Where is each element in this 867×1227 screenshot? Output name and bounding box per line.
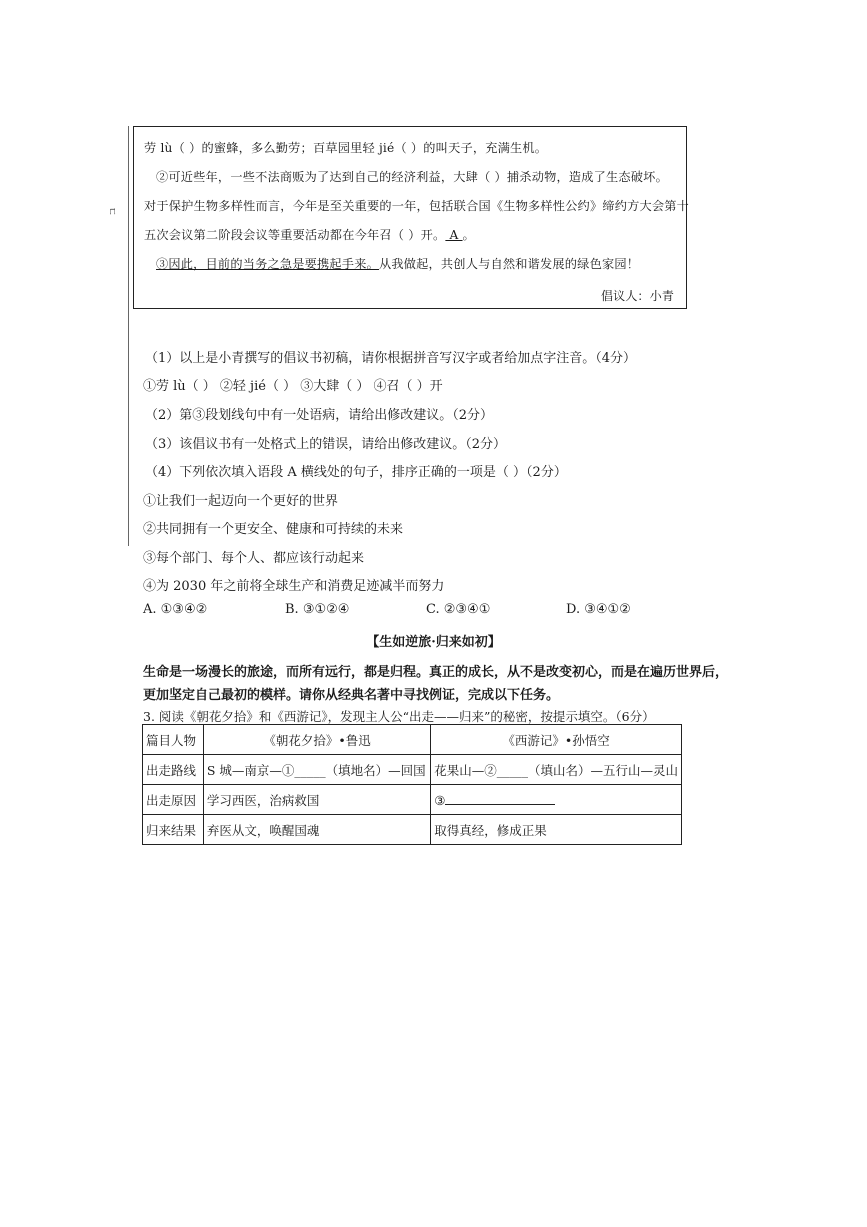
section-title: 【生如逆旅·归来如初】 xyxy=(366,635,501,650)
binding-line xyxy=(128,126,129,546)
question-2: （2）第③段划线句中有一处语病，请给出修改建议。（2分） xyxy=(145,408,494,423)
proposal-line-3: 对于保护生物多样性而言，今年是至关重要的一年，包括联合国《生物多样性公约》缔约方大会第十 xyxy=(144,199,690,213)
blank-a: A xyxy=(445,228,463,242)
table-cell[interactable]: S 城—南京—①_____（填地名）—回国 xyxy=(203,755,430,785)
proposal-line-4-end: 。 xyxy=(462,228,475,242)
table-cell[interactable]: 花果山—②_____（填山名）—五行山—灵山 xyxy=(431,755,682,785)
table-row xyxy=(143,755,682,785)
answer-choices xyxy=(143,602,663,620)
margin-mark: ㄷ xyxy=(105,206,117,217)
proposal-line-5 xyxy=(156,255,639,272)
table-cell: 学习西医，治病救国 xyxy=(203,785,430,815)
table-cell[interactable] xyxy=(431,785,682,815)
choice-c[interactable]: C. ②③④① xyxy=(426,602,491,617)
sentence-4: ④为 2030 年之前将全球生产和消费足迹减半而努力 xyxy=(143,579,445,594)
question-1: （1）以上是小青撰写的倡议书初稿，请你根据拼音写汉字或者给加点字注音。（4分） xyxy=(145,351,637,366)
choice-b[interactable]: B. ③①②④ xyxy=(285,602,350,617)
sentence-2: ②共同拥有一个更安全、健康和可持续的未来 xyxy=(143,522,404,537)
proposal-line-2: ②可近些年，一些不法商贩为了达到自己的经济利益，大肆（ ）捕杀动物，造成了生态破坏。 xyxy=(156,170,668,184)
underlined-sentence: ③因此，目前的当务之急是要携起手来。 xyxy=(156,257,379,271)
question-1-items: ①劳 lù（ ） ②轻 jié（ ） ③大肆（ ） ④召（ ）开 xyxy=(143,379,443,394)
table-row-label: 出走原因 xyxy=(143,785,204,815)
table-header-cell: 《朝花夕拾》•鲁迅 xyxy=(203,725,430,755)
table-row-label: 出走路线 xyxy=(143,755,204,785)
comparison-table xyxy=(142,724,682,845)
proposal-line-4-text: 五次会议第二阶段会议等重要活动都在今年召（ ）开。 xyxy=(144,228,446,242)
blank-3-label: ③ xyxy=(434,792,446,808)
task-3-prompt: 3. 阅读《朝花夕拾》和《西游记》，发现主人公“出走——归来”的秘密，按提示填空。（6分） xyxy=(143,709,655,724)
proposal-box xyxy=(133,126,690,309)
choice-d[interactable]: D. ③④①② xyxy=(566,602,631,617)
table-header-cell: 《西游记》•孙悟空 xyxy=(431,725,682,755)
proposal-line-5-rest: 从我做起，共创人与自然和谐发展的绿色家园！ xyxy=(378,257,640,271)
table-row-label: 归来结果 xyxy=(143,815,204,845)
table-cell: 取得真经，修成正果 xyxy=(431,815,682,845)
question-3: （3）该倡议书有一处格式上的错误，请给出修改建议。（2分） xyxy=(145,437,507,452)
choice-a[interactable]: A. ①③④② xyxy=(143,602,208,617)
table-row xyxy=(143,785,682,815)
table-cell: 弃医从文，唤醒国魂 xyxy=(203,815,430,845)
signature: 倡议人：小青 xyxy=(600,289,674,303)
sentence-3: ③每个部门、每个人、都应该行动起来 xyxy=(143,551,365,566)
proposal-line-1: 劳 lù（ ）的蜜蜂，多么勤劳；百草园里轻 jié（ ）的叫天子，充满生机。 xyxy=(144,141,548,155)
blank-3-line[interactable] xyxy=(445,792,555,805)
section-intro-2: 更加坚定自己最初的模样。请你从经典名著中寻找例证，完成以下任务。 xyxy=(143,688,560,703)
table-row xyxy=(143,815,682,845)
table-header-cell: 篇目人物 xyxy=(143,725,204,755)
proposal-line-4 xyxy=(144,226,475,243)
section-intro-1: 生命是一场漫长的旅途，而所有远行，都是归程。真正的成长，从不是改变初心，而是在遍历世界后， xyxy=(143,665,729,680)
question-4: （4）下列依次填入语段 A 横线处的句子，排序正确的一项是（ ）（2分） xyxy=(145,465,567,480)
table-header-row xyxy=(143,725,682,755)
sentence-1: ①让我们一起迈向一个更好的世界 xyxy=(143,494,339,509)
